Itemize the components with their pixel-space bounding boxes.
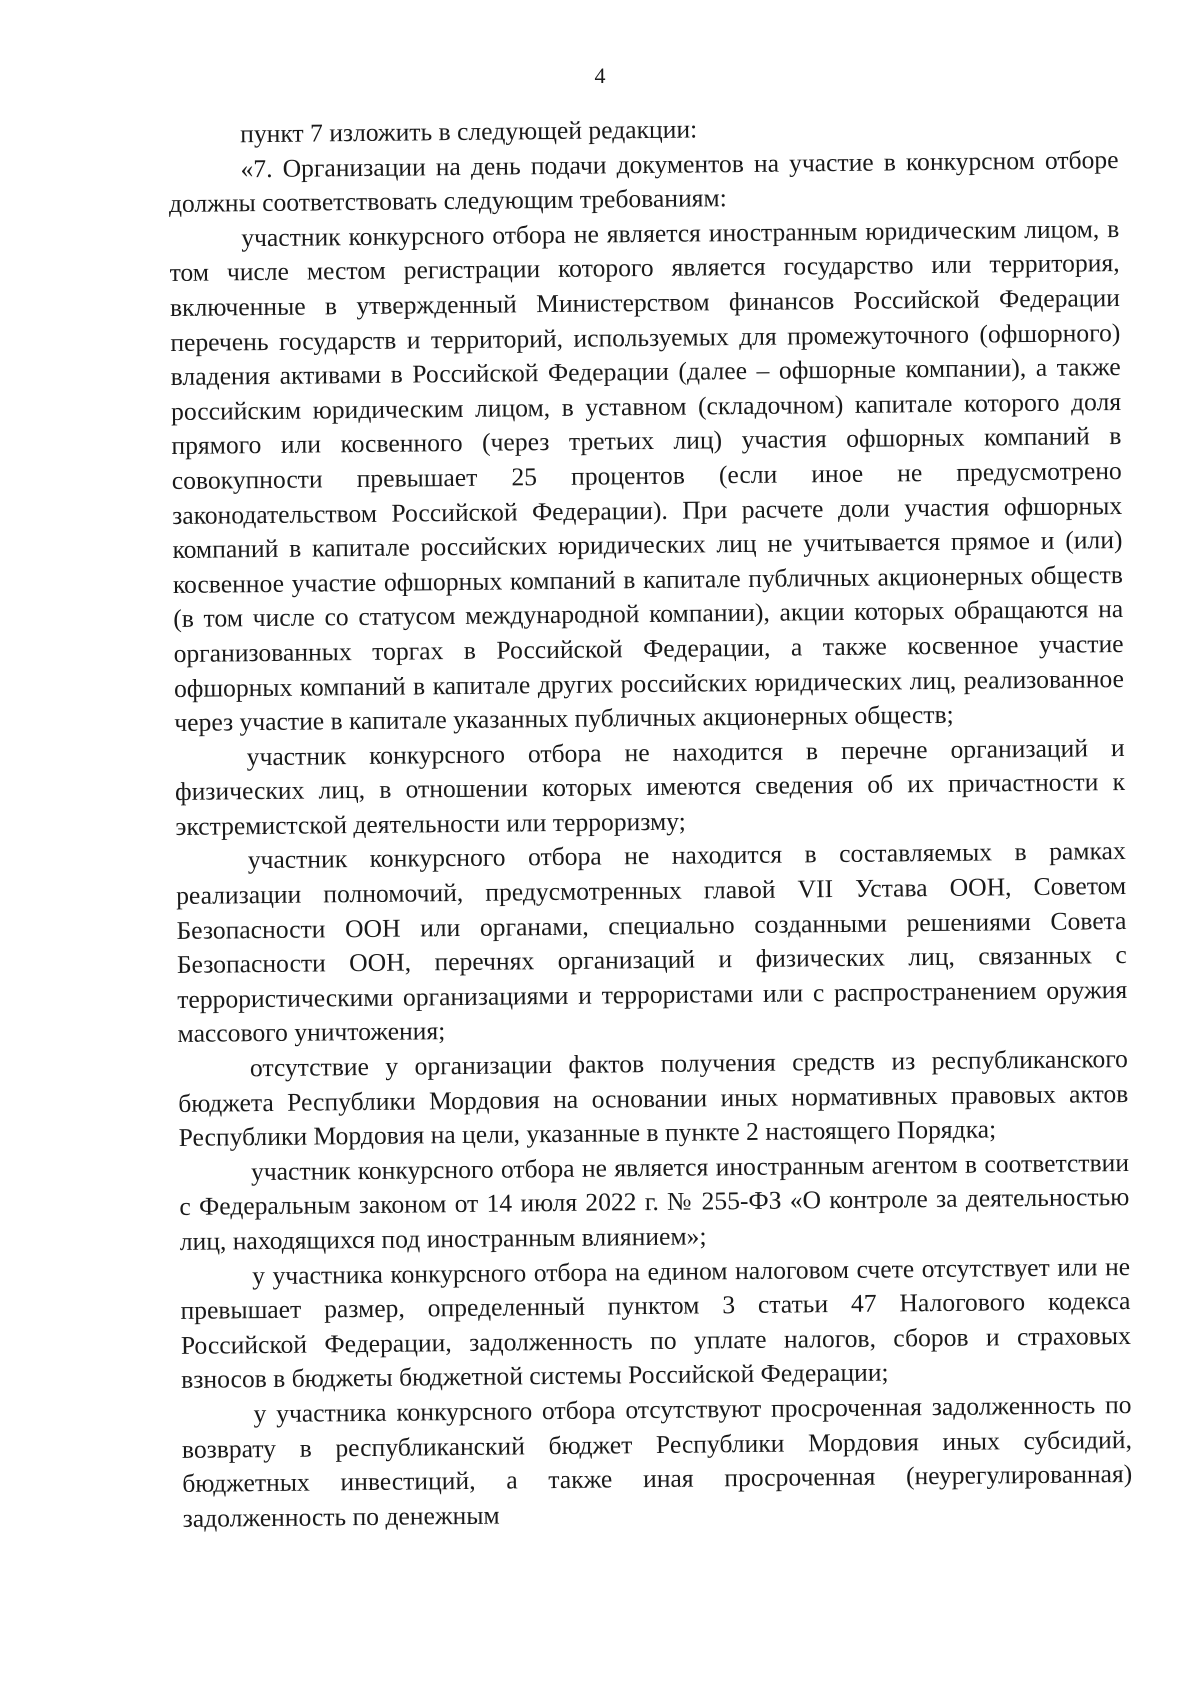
- document-body: [168, 108, 1133, 1536]
- paragraph-overdue-debt: у участника конкурсного отбора отсутствуют просроченная задолженность по возврату в республиканский бюджет Республики Мордовия иных субсидий, бюджетных инвестиций, а также иная просроченная (неурегулированная) задолженность по денежным: [181, 1389, 1133, 1533]
- paragraph-offshore-requirement: участник конкурсного отбора не является иностранным юридическим лицом, в том числе местом регистрации которого является государство или территория, включенные в утвержденный Министерством финансов Российской Федерации перечень государств и территорий, используемых для промежуточного (офшорного) владения активами в Российской Федерации (далее – офшорные компании), а также российским юридическим лицом, в уставном (складочном) капитале которого доля прямого или косвенного (через третьих лиц) участия офшорных компаний в совокупности превышает 25 процентов (если иное не предусмотрено законодательством Российской Федерации). При расчете доли участия офшорных компаний в капитале российских юридических лиц не учитывается прямое и (или) косвенное участие офшорных компаний в капитале публичных акционерных обществ (в том числе со статусом международной компании), акции которых обращаются на организованных торгах в Российской Федерации, а также косвенное участие офшорных компаний в капитале других российских юридических лиц, реализованное через участие в капитале указанных публичных акционерных обществ;: [169, 213, 1125, 738]
- paragraph-clause-7: «7. Организации на день подачи документов на участие в конкурсном отборе должны соответствовать следующим требованиям:: [168, 144, 1119, 219]
- paragraph-no-other-funding: отсутствие у организации фактов получения средств из республиканского бюджета Республики Мордовия на основании иных нормативных правовых актов Республики Мордовия на цели, указанные в пункте 2 настоящего Порядка;: [178, 1044, 1129, 1153]
- paragraph-un-sanctions-list: участник конкурсного отбора не находится в составляемых в рамках реализации полномочий, предусмотренных главой VII Устава ООН, Советом Безопасности ООН или органами, специально созданными решениями Совета Безопасности ООН, перечнях организаций и физических лиц, связанных с террористическими организациями и террористами или с распространением оружия массового уничтожения;: [175, 836, 1128, 1049]
- paragraph-amendment-intro: пункт 7 изложить в следующей редакции:: [240, 114, 698, 149]
- paragraph-extremism-list: участник конкурсного отбора не находится в перечне организаций и физических лиц, в отношении которых имеются сведения об их причастности к экстремистской деятельности или терроризму;: [174, 732, 1126, 841]
- paragraph-tax-debt: у участника конкурсного отбора на едином налоговом счете отсутствует или не превышает размер, определенный пунктом 3 статьи 47 Налогового кодекса Российской Федерации, задолженность по уплате налогов, сборов и страховых взносов в бюджеты бюджетной системы Российской Федерации;: [180, 1251, 1131, 1395]
- page-number: 4: [594, 63, 606, 88]
- paragraph-foreign-agent: участник конкурсного отбора не является иностранным агентом в соответствии с Федеральным законом от 14 июля 2022 г. № 255-ФЗ «О контроле за деятельностью лиц, находящихся под иностранным влиянием»;: [179, 1147, 1130, 1256]
